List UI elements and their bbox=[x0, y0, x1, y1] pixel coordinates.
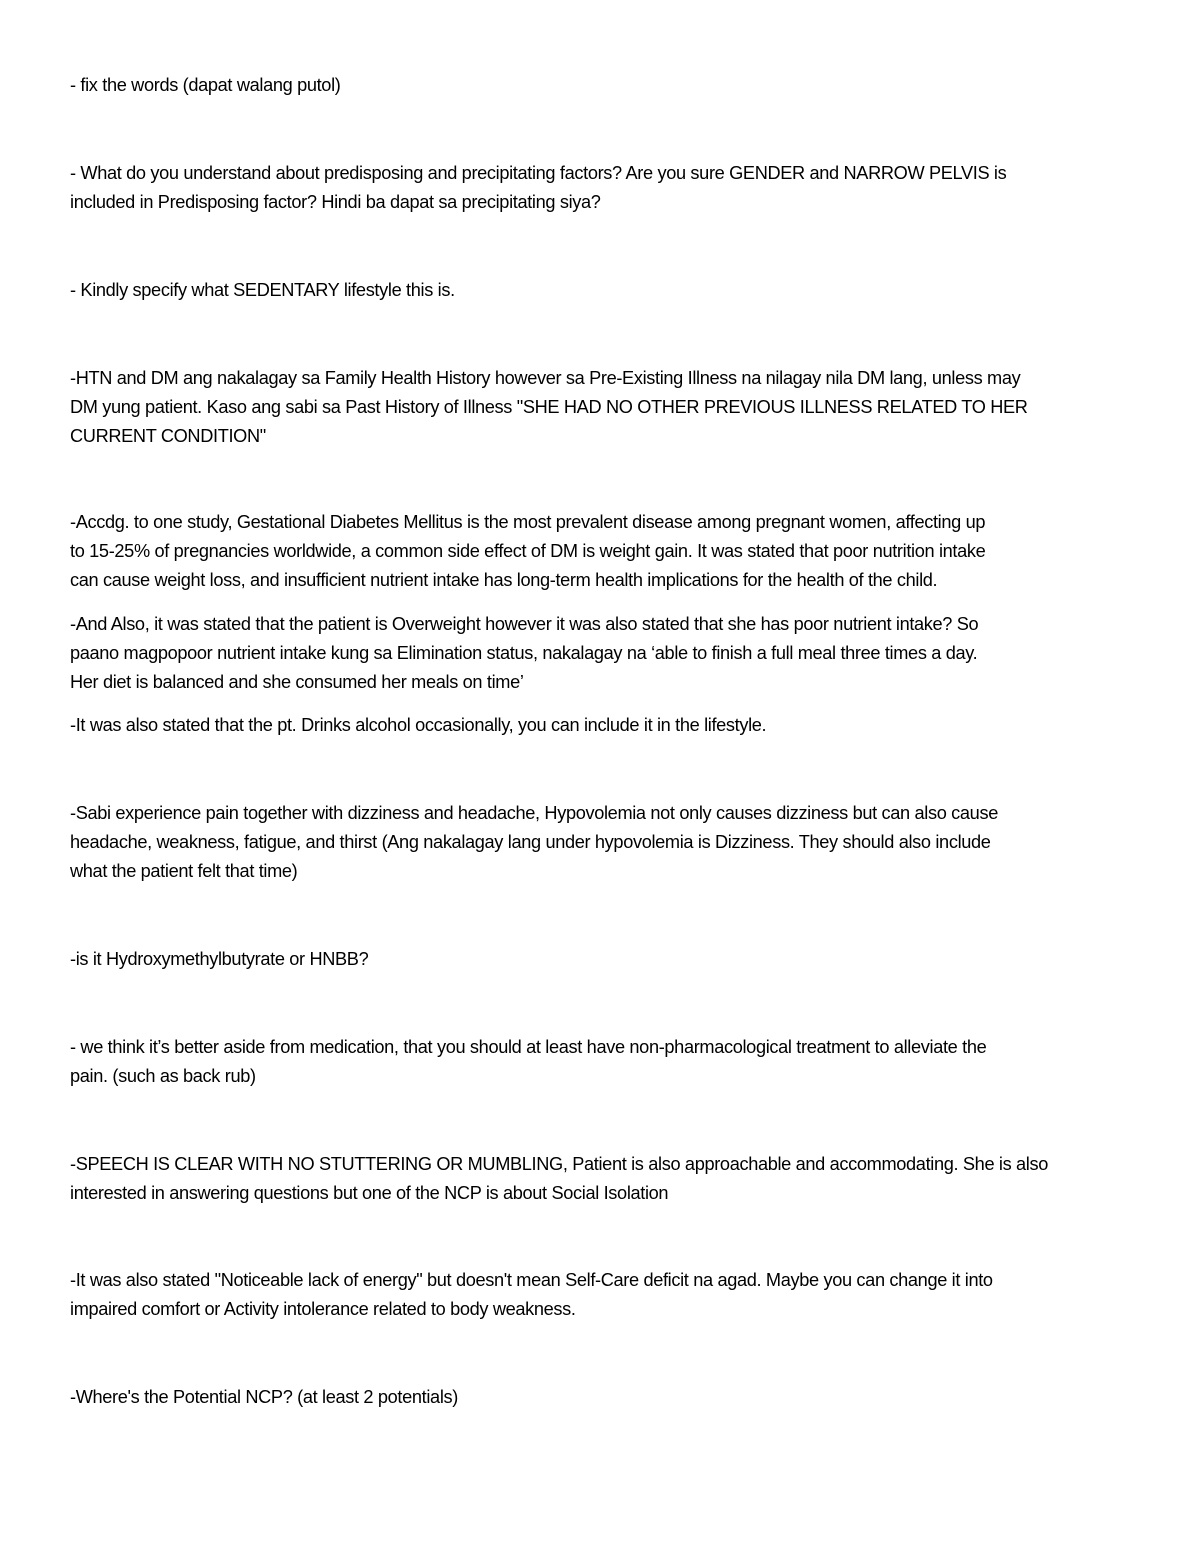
comment-line: -It was also stated that the pt. Drinks alcohol occasionally, you can include it in the lifestyle. bbox=[70, 715, 767, 735]
comment-line: -And Also, it was stated that the patient is Overweight however it was also stated that she has poor nutrient intake? So bbox=[70, 614, 979, 634]
comment-family-health-history bbox=[70, 364, 1132, 450]
comment-line: can cause weight loss, and insufficient nutrient intake has long-term health implications for the health of the child. bbox=[70, 569, 938, 590]
comment-gestational-diabetes bbox=[70, 508, 1132, 594]
comment-alcohol bbox=[70, 711, 1132, 740]
comment-line: paano magpopoor nutrient intake kung sa Elimination status, nakalagay na ‘able to finish a full meal three times a day. bbox=[70, 642, 978, 663]
comment-line: - What do you understand about predisposing and precipitating factors? Are you sure GENDER and NARROW PELVIS is bbox=[70, 163, 1007, 183]
comment-sedentary-lifestyle bbox=[70, 276, 1132, 305]
comment-line: -is it Hydroxymethylbutyrate or HNBB? bbox=[70, 949, 369, 969]
comment-line: DM yung patient. Kaso ang sabi sa Past History of Illness "SHE HAD NO OTHER PREVIOUS ILLNESS RELATED TO HER bbox=[70, 396, 1028, 417]
comment-line: -Where's the Potential NCP? (at least 2 potentials) bbox=[70, 1387, 458, 1407]
comment-potential-ncp bbox=[70, 1383, 1132, 1412]
comment-line: CURRENT CONDITION" bbox=[70, 425, 266, 446]
comment-line: headache, weakness, fatigue, and thirst (Ang nakalagay lang under hypovolemia is Dizziness. They should also include bbox=[70, 831, 991, 852]
comment-line: pain. (such as back rub) bbox=[70, 1065, 256, 1086]
comment-line: impaired comfort or Activity intolerance related to body weakness. bbox=[70, 1298, 576, 1319]
comment-hydroxymethylbutyrate bbox=[70, 945, 1132, 974]
comment-hypovolemia bbox=[70, 799, 1132, 885]
comment-line: -It was also stated "Noticeable lack of energy" but doesn't mean Self-Care deficit na agad. Maybe you can change it into bbox=[70, 1270, 993, 1290]
comment-predisposing-factors bbox=[70, 159, 1132, 217]
comment-fix-words bbox=[70, 71, 1132, 100]
comment-line: included in Predisposing factor? Hindi ba dapat sa precipitating siya? bbox=[70, 191, 601, 212]
comment-social-isolation bbox=[70, 1150, 1132, 1208]
comment-self-care-deficit bbox=[70, 1266, 1132, 1324]
comment-line: -Sabi experience pain together with dizziness and headache, Hypovolemia not only causes dizziness but can also cause bbox=[70, 803, 998, 823]
comment-line: - Kindly specify what SEDENTARY lifestyle this is. bbox=[70, 280, 455, 300]
comment-line: -SPEECH IS CLEAR WITH NO STUTTERING OR MUMBLING, Patient is also approachable and accommodating. She is also bbox=[70, 1154, 1049, 1174]
comment-line: - we think it’s better aside from medication, that you should at least have non-pharmacological treatment to alleviate the bbox=[70, 1037, 987, 1057]
comment-line: - fix the words (dapat walang putol) bbox=[70, 75, 341, 95]
comment-non-pharmacological bbox=[70, 1033, 1132, 1091]
comment-line: to 15-25% of pregnancies worldwide, a common side effect of DM is weight gain. It was stated that poor nutrition intake bbox=[70, 540, 986, 561]
comment-line: Her diet is balanced and she consumed her meals on time’ bbox=[70, 671, 524, 692]
comment-line: what the patient felt that time) bbox=[70, 860, 298, 881]
comment-line: -Accdg. to one study, Gestational Diabetes Mellitus is the most prevalent disease among pregnant women, affecting up bbox=[70, 512, 986, 532]
comment-line: interested in answering questions but one of the NCP is about Social Isolation bbox=[70, 1182, 669, 1203]
comment-line: -HTN and DM ang nakalagay sa Family Health History however sa Pre-Existing Illness na nilagay nila DM lang, unless may bbox=[70, 368, 1021, 388]
comment-overweight-nutrient-intake bbox=[70, 610, 1132, 696]
